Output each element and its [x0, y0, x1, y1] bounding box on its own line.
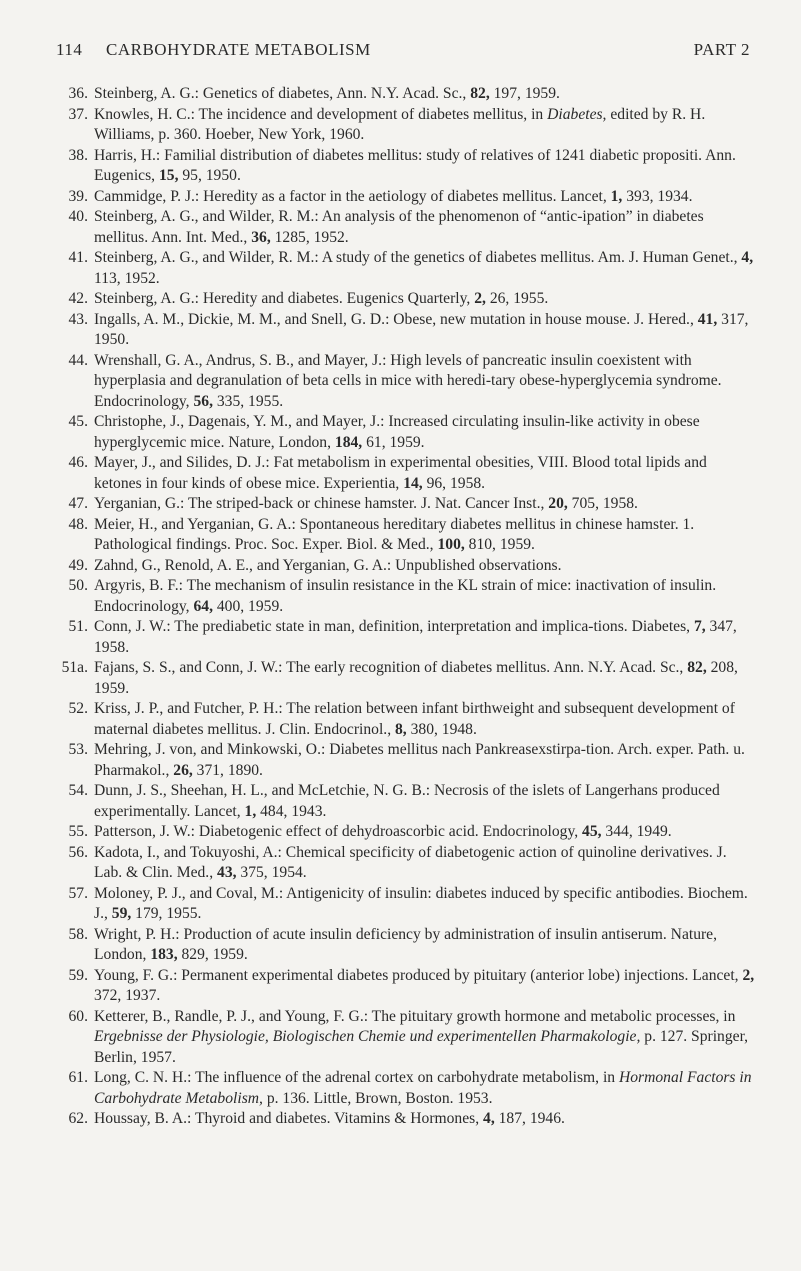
reference-body: Knowles, H. C.: The incidence and development of diabetes mellitus, in	[94, 105, 548, 123]
reference-number: 42.	[68, 290, 88, 307]
reference-text	[94, 781, 758, 822]
reference-text	[94, 556, 758, 577]
part-label: PART 2	[693, 40, 750, 59]
reference-text	[94, 576, 758, 617]
reference-number: 60.	[68, 1007, 88, 1025]
reference-body: Wrenshall, G. A., Andrus, S. B., and Mayer, J.: High levels of pancreatic insulin coexistent with hyperplasia and degranulation of beta cells in mice with heredi-tary obese-hyperglycemia syndrome. Endocrinology,	[94, 351, 722, 410]
reference-number: 46.	[68, 454, 88, 471]
reference-citation: 375, 1954.	[236, 864, 307, 881]
reference-citation: 372, 1937.	[94, 987, 161, 1004]
reference-number: 55.	[68, 823, 88, 840]
reference-citation: 96, 1958.	[422, 474, 486, 492]
reference-volume: 15,	[158, 167, 179, 184]
reference-volume: 2,	[742, 966, 755, 984]
reference-number: 51a.	[61, 659, 88, 676]
reference-number: 56.	[68, 843, 88, 861]
reference-number: 39.	[68, 187, 88, 205]
reference-text	[94, 1068, 758, 1109]
reference-body: Meier, H., and Yerganian, G. A.: Spontaneous hereditary diabetes mellitus in chinese hamster. 1. Pathological findings. Proc. Soc. Exper. Biol. & Med.,	[94, 515, 695, 553]
reference-citation: 829, 1959.	[177, 946, 248, 963]
reference-entry	[58, 925, 758, 966]
reference-number: 52.	[68, 700, 88, 717]
reference-volume: 26,	[173, 761, 193, 779]
reference-citation: 61, 1959.	[362, 433, 425, 451]
reference-text	[94, 84, 758, 105]
reference-number: 59.	[68, 966, 88, 984]
reference-text	[94, 740, 758, 781]
reference-entry	[58, 740, 758, 781]
reference-entry	[58, 515, 758, 556]
reference-citation: 197, 1959.	[489, 85, 560, 102]
reference-citation: p. 136. Little, Brown, Boston. 1953.	[262, 1089, 493, 1107]
reference-number: 61.	[68, 1069, 88, 1086]
page-number: 114	[56, 40, 83, 59]
reference-volume: 59,	[111, 905, 132, 922]
reference-entry	[58, 494, 758, 515]
reference-text	[94, 515, 758, 556]
reference-text	[94, 105, 758, 146]
reference-body: Wright, P. H.: Production of acute insulin deficiency by administration of insulin antiserum. Nature, London,	[94, 925, 718, 963]
reference-body: Houssay, B. A.: Thyroid and diabetes. Vitamins & Hormones,	[94, 1110, 484, 1127]
reference-text	[94, 146, 758, 187]
reference-volume: 14,	[403, 474, 423, 492]
reference-entry	[58, 576, 758, 617]
reference-text	[94, 1007, 758, 1069]
reference-volume: 45,	[582, 823, 602, 840]
reference-text	[94, 310, 758, 351]
reference-number: 49.	[68, 556, 88, 574]
reference-volume: 82,	[470, 85, 490, 102]
reference-number: 41.	[68, 249, 88, 266]
reference-entry	[58, 843, 758, 884]
reference-text	[94, 966, 758, 1007]
reference-volume: 4,	[483, 1110, 495, 1127]
reference-citation: 179, 1955.	[131, 905, 202, 922]
reference-entry	[58, 658, 758, 699]
reference-citation: 344, 1949.	[601, 823, 672, 840]
reference-citation: 317, 1950.	[94, 310, 749, 348]
reference-entry	[58, 1068, 758, 1109]
reference-volume: 4,	[741, 249, 754, 266]
reference-volume: 1,	[610, 187, 623, 205]
reference-body: Kadota, I., and Tokuyoshi, A.: Chemical specificity of diabetogenic action of quinoline derivatives. J. Lab. & Clin. Med.,	[94, 843, 727, 881]
reference-number: 38.	[68, 146, 88, 164]
reference-entry	[58, 105, 758, 146]
reference-entry	[58, 412, 758, 453]
reference-source-title: Diabetes,	[547, 105, 607, 123]
reference-volume: 8,	[395, 720, 407, 738]
reference-text	[94, 412, 758, 453]
reference-body: Argyris, B. F.: The mechanism of insulin resistance in the KL strain of mice: inactivation of insulin. Endocrinology,	[94, 577, 717, 615]
reference-volume: 184,	[334, 433, 363, 451]
reference-text	[94, 207, 758, 248]
reference-body: Kriss, J. P., and Futcher, P. H.: The relation between infant birthweight and subsequent development of maternal diabetes mellitus. J. Clin. Endocrinol.,	[94, 700, 735, 738]
reference-body: Ketterer, B., Randle, P. J., and Young, F. G.: The pituitary growth hormone and metabolic processes, in	[94, 1007, 736, 1025]
reference-citation: 371, 1890.	[192, 761, 263, 779]
reference-body: Steinberg, A. G.: Genetics of diabetes, Ann. N.Y. Acad. Sc.,	[94, 85, 471, 102]
part-number: 2	[741, 40, 750, 59]
reference-body: Steinberg, A. G., and Wilder, R. M.: A study of the genetics of diabetes mellitus. Am. J. Human Genet.,	[94, 249, 742, 266]
reference-entry	[58, 289, 758, 310]
reference-text	[94, 658, 758, 699]
reference-body: Ingalls, A. M., Dickie, M. M., and Snell, G. D.: Obese, new mutation in house mouse. J. Hered.,	[94, 310, 698, 328]
reference-body: Patterson, J. W.: Diabetogenic effect of dehydroascorbic acid. Endocrinology,	[94, 823, 583, 840]
reference-citation: 347, 1958.	[94, 618, 737, 656]
reference-volume: 7,	[693, 618, 706, 635]
reference-entry	[58, 146, 758, 187]
reference-text	[94, 1109, 758, 1130]
reference-volume: 64,	[193, 597, 213, 615]
reference-body: Steinberg, A. G.: Heredity and diabetes. Eugenics Quarterly,	[94, 290, 475, 307]
reference-number: 54.	[68, 782, 88, 799]
reference-entry	[58, 248, 758, 289]
reference-number: 53.	[68, 741, 88, 758]
reference-volume: 43,	[217, 864, 237, 881]
reference-number: 47.	[68, 495, 88, 512]
reference-entry	[58, 966, 758, 1007]
reference-entry	[58, 781, 758, 822]
reference-citation: 810, 1959.	[464, 536, 535, 553]
reference-text	[94, 187, 758, 208]
reference-text	[94, 925, 758, 966]
reference-entry	[58, 884, 758, 925]
reference-text	[94, 351, 758, 413]
reference-entry	[58, 1007, 758, 1069]
reference-citation: 187, 1946.	[494, 1110, 565, 1127]
reference-citation: 26, 1955.	[485, 290, 549, 307]
reference-volume: 20,	[548, 495, 568, 512]
reference-entry	[58, 556, 758, 577]
reference-entry	[58, 1109, 758, 1130]
reference-entry	[58, 310, 758, 351]
reference-body: Fajans, S. S., and Conn, J. W.: The early recognition of diabetes mellitus. Ann. N.Y. Acad. Sc.,	[94, 659, 688, 676]
reference-citation: 208, 1959.	[94, 659, 738, 697]
reference-entry	[58, 617, 758, 658]
reference-entry	[58, 453, 758, 494]
reference-body: Christophe, J., Dagenais, Y. M., and Mayer, J.: Increased circulating insulin-like activity in obese hyperglycemic mice. Nature, London,	[94, 413, 700, 451]
reference-text	[94, 843, 758, 884]
reference-text	[94, 494, 758, 515]
reference-number: 36.	[68, 85, 88, 102]
reference-volume: 56,	[193, 392, 213, 410]
reference-citation: p. 127. Springer, Berlin, 1957.	[94, 1028, 749, 1066]
reference-number: 40.	[68, 208, 88, 225]
reference-entry	[58, 699, 758, 740]
reference-body: Yerganian, G.: The striped-back or chinese hamster. J. Nat. Cancer Inst.,	[94, 495, 549, 512]
reference-entry	[58, 351, 758, 413]
reference-body: Long, C. N. H.: The influence of the adrenal cortex on carbohydrate metabolism, in	[94, 1069, 619, 1086]
reference-citation: edited by R. H. Williams, p. 360. Hoeber, New York, 1960.	[94, 105, 706, 143]
reference-list	[58, 84, 758, 1130]
reference-body: Steinberg, A. G., and Wilder, R. M.: An analysis of the phenomenon of “antic-ipation” in diabetes mellitus. Ann. Int. Med.,	[94, 208, 704, 246]
reference-text	[94, 289, 758, 310]
reference-body: Conn, J. W.: The prediabetic state in man, definition, interpretation and implica-tions. Diabetes,	[94, 618, 694, 635]
reference-number: 45.	[68, 413, 88, 430]
reference-text	[94, 884, 758, 925]
reference-volume: 2,	[474, 290, 486, 307]
reference-volume: 100,	[437, 536, 465, 553]
reference-volume: 183,	[150, 946, 178, 963]
reference-body: Zahnd, G., Renold, A. E., and Yerganian, G. A.: Unpublished observations.	[94, 556, 562, 574]
reference-number: 62.	[68, 1110, 88, 1127]
reference-body: Mayer, J., and Silides, D. J.: Fat metabolism in experimental obesities, VIII. Blood total lipids and ketones in four kinds of obese mice. Experientia,	[94, 454, 707, 492]
reference-number: 43.	[68, 310, 88, 328]
reference-citation: 113, 1952.	[94, 269, 160, 287]
reference-citation: 335, 1955.	[212, 392, 284, 410]
running-header	[56, 40, 750, 66]
reference-number: 37.	[68, 105, 88, 123]
reference-body: Cammidge, P. J.: Heredity as a factor in the aetiology of diabetes mellitus. Lancet,	[94, 187, 611, 205]
reference-citation: 95, 1950.	[178, 167, 241, 184]
reference-text	[94, 822, 758, 843]
running-title: CARBOHYDRATE METABOLISM	[106, 40, 371, 59]
reference-number: 48.	[68, 515, 88, 533]
reference-body: Mehring, J. von, and Minkowski, O.: Diabetes mellitus nach Pankreasexstirpa-tion. Arch. exper. Path. u. Pharmakol.,	[94, 741, 745, 779]
reference-citation: 705, 1958.	[567, 495, 638, 512]
reference-text	[94, 248, 758, 289]
reference-volume: 41,	[697, 310, 718, 328]
reference-number: 44.	[68, 351, 88, 369]
reference-source-title: Hormonal Factors in Carbohydrate Metabolism,	[94, 1069, 752, 1107]
reference-entry	[58, 207, 758, 248]
reference-source-title: Ergebnisse der Physiologie, Biologischen Chemie und experimentellen Pharmakologie,	[94, 1028, 641, 1045]
reference-text	[94, 453, 758, 494]
reference-citation: 400, 1959.	[212, 597, 284, 615]
reference-citation: 484, 1943.	[256, 802, 327, 820]
reference-body: Dunn, J. S., Sheehan, H. L., and McLetchie, N. G. B.: Necrosis of the islets of Langerhans produced experimentally. Lancet,	[94, 782, 720, 820]
reference-citation: 393, 1934.	[622, 187, 693, 205]
reference-text	[94, 699, 758, 740]
reference-volume: 1,	[244, 802, 257, 820]
reference-number: 50.	[68, 577, 88, 594]
reference-number: 51.	[68, 618, 88, 635]
reference-entry	[58, 84, 758, 105]
reference-text	[94, 617, 758, 658]
reference-body: Young, F. G.: Permanent experimental diabetes produced by pituitary (anterior lobe) injections. Lancet,	[94, 966, 743, 984]
reference-citation: 380, 1948.	[406, 720, 477, 738]
reference-number: 58.	[68, 925, 88, 943]
reference-entry	[58, 187, 758, 208]
reference-number: 57.	[68, 884, 88, 902]
reference-body: Moloney, P. J., and Coval, M.: Antigenicity of insulin: diabetes induced by specific antibodies. Biochem. J.,	[94, 884, 748, 922]
reference-volume: 36,	[251, 228, 271, 246]
reference-body: Harris, H.: Familial distribution of diabetes mellitus: study of relatives of 1241 diabetic propositi. Ann. Eugenics,	[94, 146, 736, 184]
reference-entry	[58, 822, 758, 843]
reference-volume: 82,	[687, 659, 707, 676]
reference-citation: 1285, 1952.	[270, 228, 349, 246]
